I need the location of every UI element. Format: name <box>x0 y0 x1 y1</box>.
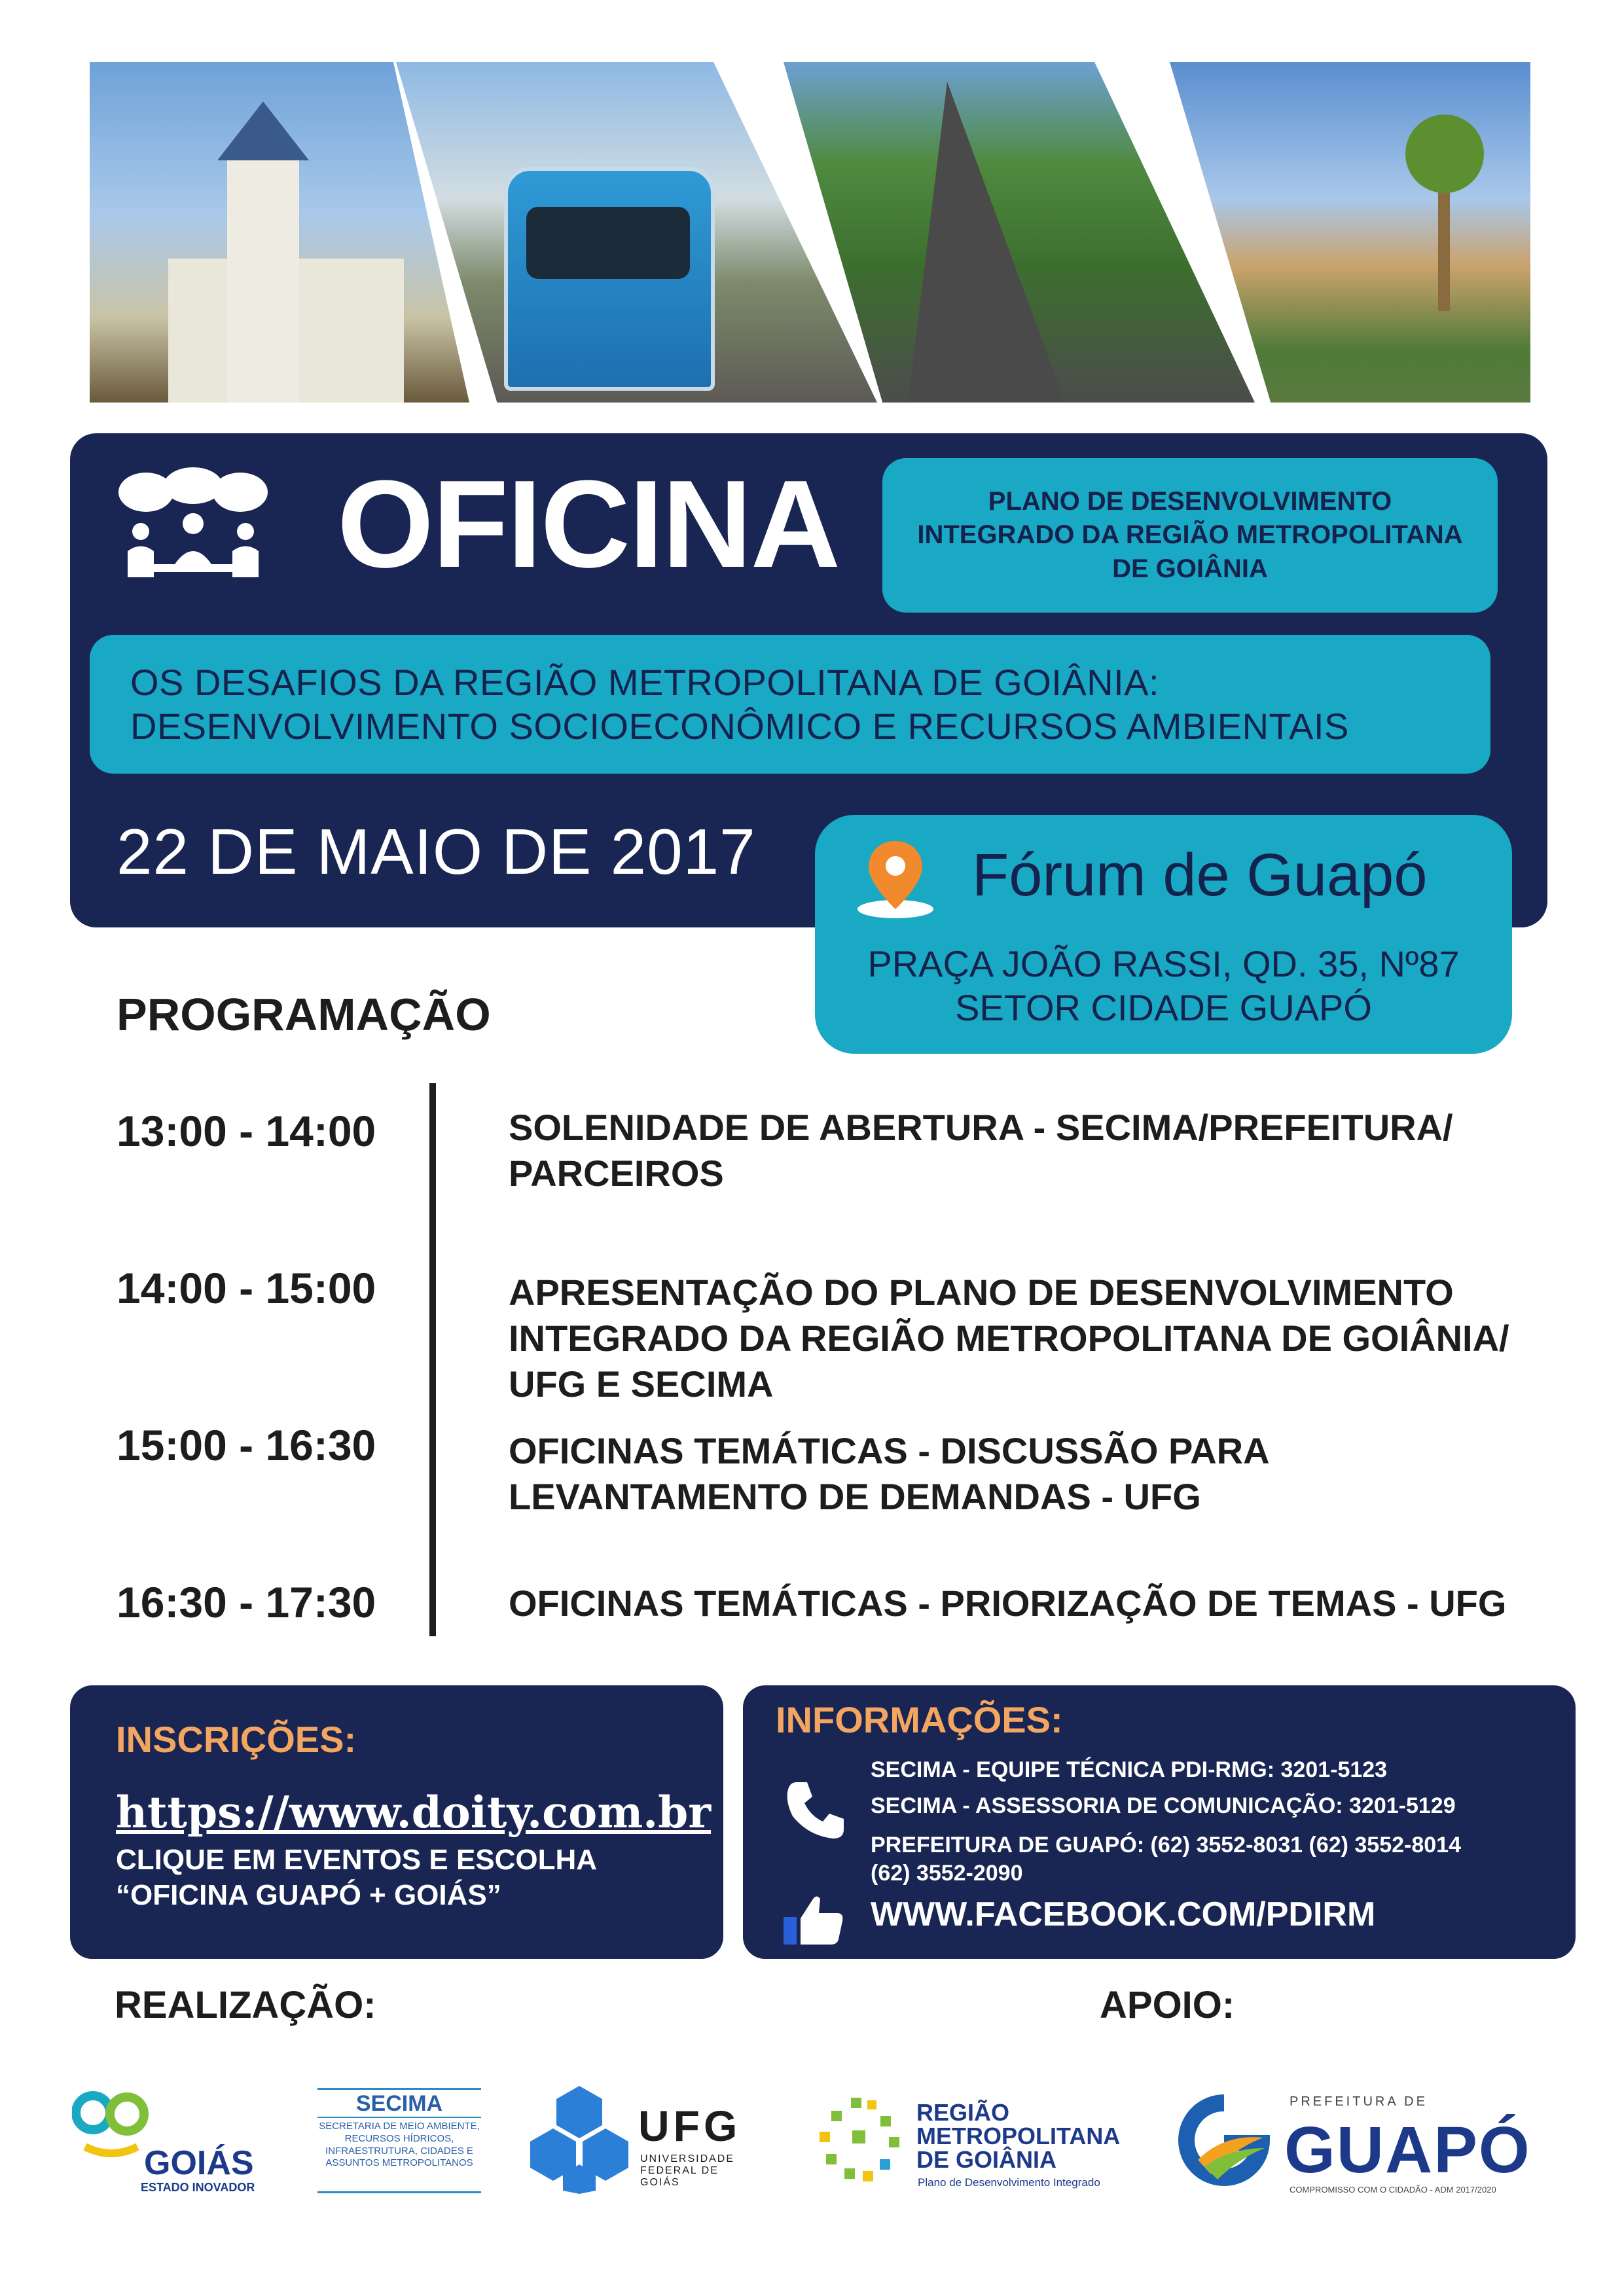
slot-description: OFICINAS TEMÁTICAS - PRIORIZAÇÃO DE TEMAS - UFG <box>509 1583 1507 1624</box>
registration-title: INSCRIÇÕES: <box>116 1719 357 1760</box>
page-title: OFICINA <box>337 455 840 594</box>
location-pin-icon <box>853 836 938 921</box>
venue-address-line-1: PRAÇA JOÃO RASSI, QD. 35, Nº87 <box>867 943 1460 984</box>
information-title: INFORMAÇÕES: <box>776 1699 1063 1740</box>
realizacao-label: REALIZAÇÃO: <box>115 1984 376 2026</box>
slot-description: APRESENTAÇÃO DO PLANO DE DESENVOLVIMENTO INTEGRADO DA REGIÃO METROPOLITANA DE GOIÂNIA/ UFG E SECIMA <box>509 1272 1509 1405</box>
information-box <box>743 1685 1576 1959</box>
info-line-3: PREFEITURA DE GUAPÓ: (62) 3552-8031 (62) 3552-8014 <box>871 1833 1461 1857</box>
rmg-logo-title: REGIÃO METROPOLITANA DE GOIÂNIA <box>916 2099 1121 2173</box>
guapo-logo <box>1172 2081 1548 2193</box>
venue-name: Fórum de Guapó <box>972 842 1428 908</box>
info-line-4: (62) 3552-2090 <box>871 1861 1023 1886</box>
slot-description: OFICINAS TEMÁTICAS - DISCUSSÃO PARA LEVANTAMENTO DE DEMANDAS - UFG <box>509 1430 1270 1517</box>
plan-badge-text: PLANO DE DESENVOLVIMENTO INTEGRADO DA REGIÃO METROPOLITANA DE GOIÂNIA <box>917 487 1463 583</box>
group-meeting-icon <box>115 466 272 581</box>
road-photo <box>784 62 1255 403</box>
theme-banner <box>90 635 1490 774</box>
guapo-logo-sub: COMPROMISSO COM O CIDADÃO - ADM 2017/2020 <box>1290 2185 1496 2195</box>
ufg-logo <box>524 2081 746 2193</box>
rmg-logo-sub: Plano de Desenvolvimento Integrado <box>918 2176 1100 2189</box>
theme-line-1: OS DESAFIOS DA REGIÃO METROPOLITANA DE GOIÂNIA: <box>130 662 1160 703</box>
ufg-logo-sub: UNIVERSIDADE FEDERAL DE GOIÁS <box>640 2153 735 2188</box>
secima-logo <box>317 2088 481 2193</box>
programme-title: PROGRAMAÇÃO <box>117 989 491 1040</box>
theme-line-2: DESENVOLVIMENTO SOCIOECONÔMICO E RECURSOS AMBIENTAIS <box>130 706 1349 747</box>
registration-link[interactable]: https://www.doity.com.br <box>116 1787 712 1838</box>
apoio-label: APOIO: <box>1100 1984 1235 2026</box>
registration-box <box>70 1685 723 1959</box>
slot-time: 13:00 - 14:00 <box>117 1107 376 1155</box>
goias-logo <box>72 2081 275 2193</box>
rmg-logo <box>812 2081 1126 2193</box>
slot-description: SOLENIDADE DE ABERTURA - SECIMA/PREFEITURA/ PARCEIROS <box>509 1107 1453 1194</box>
info-line-1: SECIMA - EQUIPE TÉCNICA PDI-RMG: 3201-5123 <box>871 1757 1388 1782</box>
plan-badge <box>882 458 1498 613</box>
thumbs-up-icon <box>782 1893 844 1946</box>
facebook-link[interactable]: WWW.FACEBOOK.COM/PDIRM <box>871 1895 1376 1933</box>
secima-logo-title: SECIMA <box>355 2091 443 2116</box>
goias-logo-text: GOIÁS <box>144 2144 254 2182</box>
goias-logo-sub: ESTADO INOVADOR <box>141 2181 255 2194</box>
guapo-logo-top: PREFEITURA DE <box>1290 2094 1428 2109</box>
info-line-2: SECIMA - ASSESSORIA DE COMUNICAÇÃO: 3201-5129 <box>871 1793 1456 1818</box>
timeline-divider <box>429 1083 436 1636</box>
guapo-logo-text: GUAPÓ <box>1284 2113 1531 2187</box>
registration-note: CLIQUE EM EVENTOS E ESCOLHA “OFICINA GUAPÓ + GOIÁS” <box>116 1844 598 1912</box>
event-date: 22 DE MAIO DE 2017 <box>117 816 756 888</box>
phone-icon <box>782 1777 848 1842</box>
secima-logo-sub: SECRETARIA DE MEIO AMBIENTE, RECURSOS HÍDRICOS, INFRAESTRUTURA, CIDADES E ASSUNTOS METROPOLITANOS <box>317 2117 481 2170</box>
venue-box <box>815 815 1512 1054</box>
slot-time: 15:00 - 16:30 <box>117 1421 376 1469</box>
ufg-logo-title: UFG <box>638 2102 742 2150</box>
slot-time: 14:00 - 15:00 <box>117 1264 376 1312</box>
slot-time: 16:30 - 17:30 <box>117 1578 376 1626</box>
venue-address-line-2: SETOR CIDADE GUAPÓ <box>955 987 1372 1028</box>
